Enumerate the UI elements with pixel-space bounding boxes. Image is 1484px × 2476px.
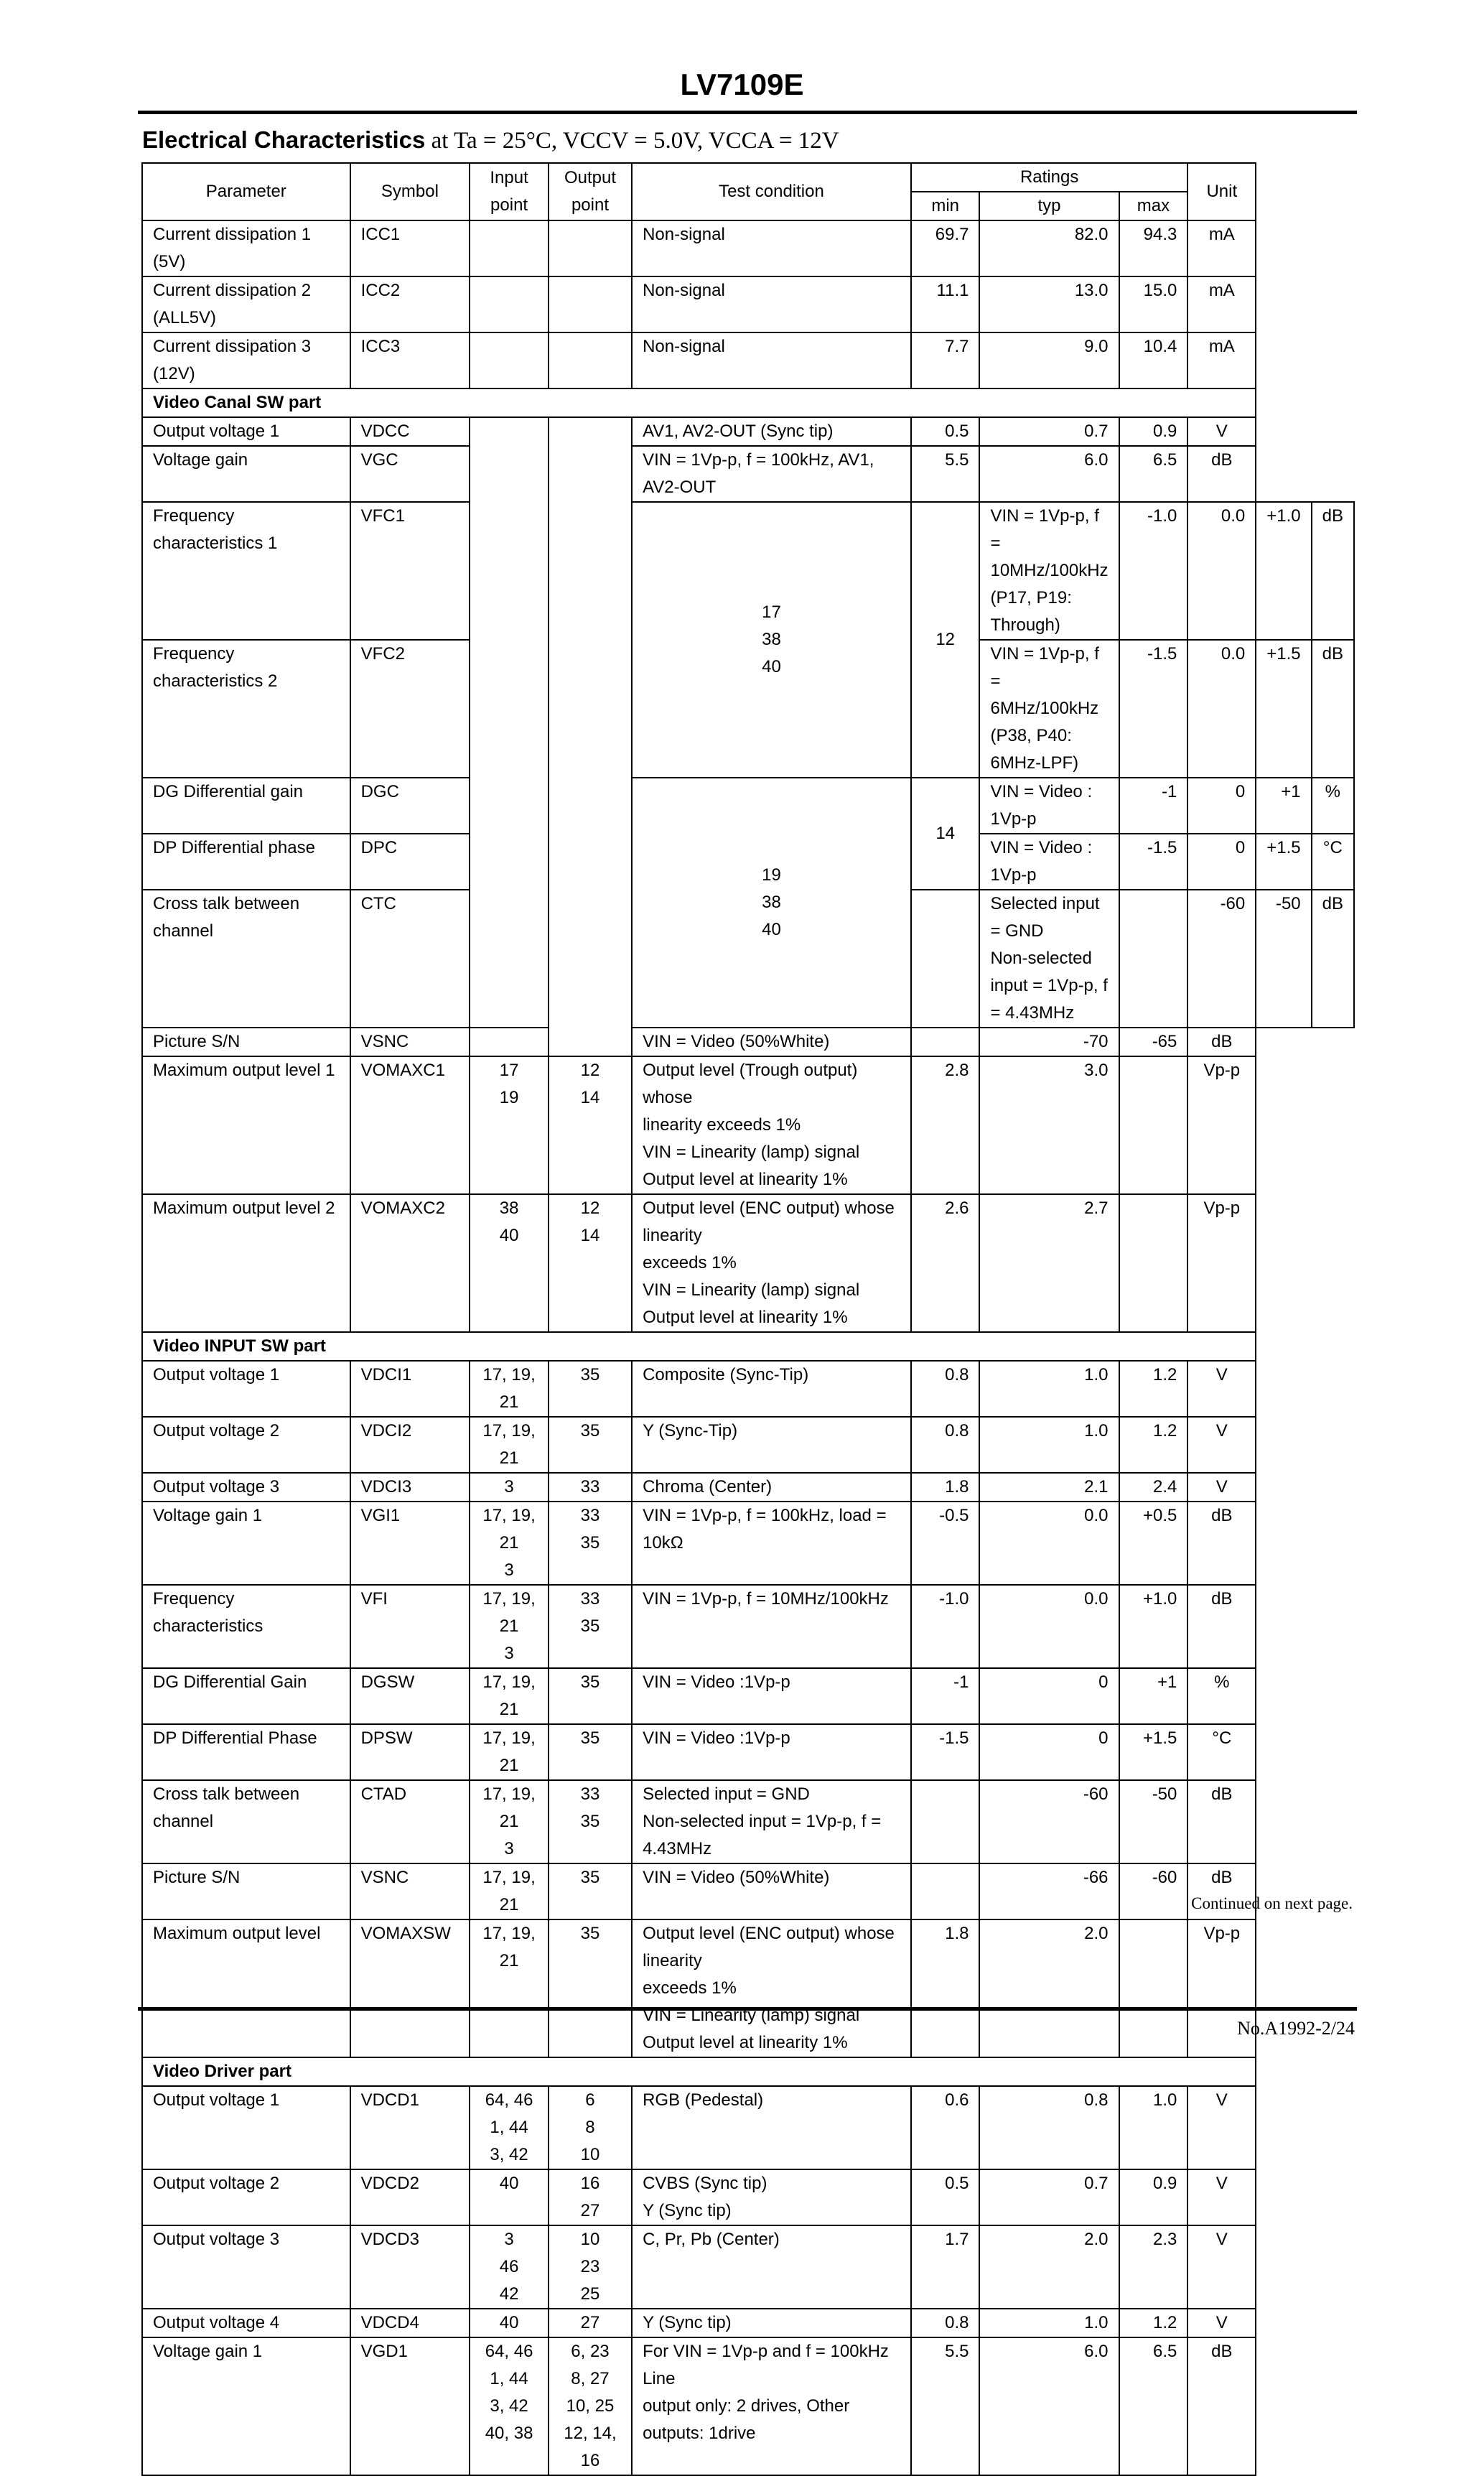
table-row	[142, 417, 1354, 446]
unit-cell: %	[1187, 1668, 1256, 1724]
table-row	[142, 1585, 1354, 1668]
unit-cell: V	[1187, 2309, 1256, 2337]
table-row	[142, 1361, 1354, 1417]
min-cell	[1119, 890, 1188, 1028]
symbol-cell: DPC	[350, 834, 470, 890]
page-title: LV7109E	[680, 68, 804, 101]
unit-cell: dB	[1187, 2337, 1256, 2475]
min-cell: 5.5	[911, 446, 980, 502]
unit-cell: Vp-p	[1187, 1056, 1256, 1194]
typ-cell: 0.7	[979, 2169, 1119, 2225]
min-cell: -1	[1119, 778, 1188, 834]
typ-cell: 0.0	[979, 1585, 1119, 1668]
table-row	[142, 1724, 1354, 1780]
input-point-cell: 3	[470, 1473, 549, 1502]
typ-cell: 1.0	[979, 1361, 1119, 1417]
max-cell: 1.2	[1119, 2309, 1188, 2337]
unit-cell: mA	[1187, 276, 1256, 332]
max-header: max	[1119, 192, 1188, 220]
input-point-cell: 17, 19, 21	[470, 1724, 549, 1780]
output-point-cell: 6, 23 8, 27 10, 25 12, 14, 16	[549, 2337, 632, 2475]
typ-cell: 1.0	[979, 1417, 1119, 1473]
min-cell: 0.5	[911, 417, 980, 446]
typ-cell: -60	[1187, 890, 1256, 1028]
input-point-header: Input point	[470, 163, 549, 220]
input-point-cell	[470, 1028, 549, 1056]
footer-rule	[138, 2007, 1357, 2011]
output-point-cell: 27	[549, 2309, 632, 2337]
unit-cell: dB	[1187, 446, 1256, 502]
typ-cell: 3.0	[979, 1056, 1119, 1194]
param-cell: Output voltage 2	[142, 1417, 350, 1473]
input-point-cell: 17, 19, 21	[470, 1668, 549, 1724]
unit-cell: V	[1187, 2086, 1256, 2169]
table-row	[142, 1056, 1354, 1194]
table-row	[142, 1863, 1354, 1919]
typ-header: typ	[979, 192, 1119, 220]
symbol-cell: VFI	[350, 1585, 470, 1668]
typ-cell: 9.0	[979, 332, 1119, 388]
symbol-header: Symbol	[350, 163, 470, 220]
input-point-cell: 17, 19, 21	[470, 1919, 549, 2057]
table-row	[142, 1417, 1354, 1473]
min-cell: 0.8	[911, 2309, 980, 2337]
min-cell	[911, 1028, 980, 1056]
unit-cell: °C	[1312, 834, 1354, 890]
output-point-cell: 35	[549, 1417, 632, 1473]
typ-cell: 0	[1187, 834, 1256, 890]
unit-cell: dB	[1187, 1585, 1256, 1668]
test-condition-cell: Non-signal	[632, 332, 911, 388]
min-cell: 0.5	[911, 2169, 980, 2225]
output-point-cell	[549, 417, 632, 1056]
param-cell: Output voltage 1	[142, 2086, 350, 2169]
test-condition-cell: Non-signal	[632, 276, 911, 332]
test-condition-cell: VIN = 1Vp-p, f = 100kHz, AV1, AV2-OUT	[632, 446, 911, 502]
output-point-cell: 14	[911, 778, 980, 890]
param-cell: Output voltage 2	[142, 2169, 350, 2225]
typ-cell: 2.1	[979, 1473, 1119, 1502]
max-cell: 6.5	[1119, 446, 1188, 502]
test-condition-cell: VIN = Video :1Vp-p	[632, 1724, 911, 1780]
output-point-cell: 33 35	[549, 1502, 632, 1585]
table-row	[142, 2337, 1354, 2475]
test-condition-cell: AV1, AV2-OUT (Sync tip)	[632, 417, 911, 446]
max-cell: 1.2	[1119, 1417, 1188, 1473]
typ-cell: -66	[979, 1863, 1119, 1919]
table-row	[142, 1780, 1354, 1863]
param-cell: Output voltage 4	[142, 2309, 350, 2337]
input-point-cell	[470, 332, 549, 388]
param-cell: DG Differential Gain	[142, 1668, 350, 1724]
typ-cell: 0.0	[979, 1502, 1119, 1585]
output-point-cell: 35	[549, 1863, 632, 1919]
unit-cell: V	[1187, 1361, 1256, 1417]
test-condition-cell: VIN = Video (50%White)	[632, 1028, 911, 1056]
table-row	[142, 1194, 1354, 1332]
table-row	[142, 1668, 1354, 1724]
unit-cell: V	[1187, 1473, 1256, 1502]
symbol-cell: CTC	[350, 890, 470, 1028]
unit-cell: V	[1187, 1417, 1256, 1473]
input-point-cell: 3 46 42	[470, 2225, 549, 2309]
max-cell: +1.0	[1256, 502, 1311, 640]
output-point-cell: 35	[549, 1668, 632, 1724]
symbol-cell: VDCD1	[350, 2086, 470, 2169]
output-point-cell: 33 35	[549, 1780, 632, 1863]
input-point-cell	[470, 276, 549, 332]
param-cell: Current dissipation 3 (12V)	[142, 332, 350, 388]
unit-cell: dB	[1187, 1863, 1256, 1919]
test-condition-cell: Y (Sync tip)	[632, 2309, 911, 2337]
min-cell: -1.5	[911, 1724, 980, 1780]
min-cell: -1.5	[1119, 640, 1188, 778]
max-cell: +1	[1119, 1668, 1188, 1724]
output-point-cell: 33	[549, 1473, 632, 1502]
symbol-cell: DGSW	[350, 1668, 470, 1724]
max-cell: +1.5	[1256, 640, 1311, 778]
table-row	[142, 2169, 1354, 2225]
typ-cell: 0.8	[979, 2086, 1119, 2169]
test-condition-cell: C, Pr, Pb (Center)	[632, 2225, 911, 2309]
test-condition-cell: VIN = Video :1Vp-p	[632, 1668, 911, 1724]
max-cell	[1119, 1056, 1188, 1194]
input-point-cell: 38 40	[470, 1194, 549, 1332]
max-cell: 2.4	[1119, 1473, 1188, 1502]
table-row	[142, 1028, 1354, 1056]
output-point-cell: 35	[549, 1919, 632, 2057]
typ-cell: -70	[979, 1028, 1119, 1056]
output-point-cell: 12 14	[549, 1056, 632, 1194]
section-row	[142, 2057, 1354, 2086]
max-cell: 1.2	[1119, 1361, 1188, 1417]
min-cell: 0.8	[911, 1361, 980, 1417]
table-row	[142, 1919, 1354, 2057]
param-cell: DP Differential Phase	[142, 1724, 350, 1780]
param-cell: Picture S/N	[142, 1863, 350, 1919]
symbol-cell: VOMAXC1	[350, 1056, 470, 1194]
typ-cell: 1.0	[979, 2309, 1119, 2337]
min-header: min	[911, 192, 980, 220]
input-point-cell: 17, 19, 21 3	[470, 1502, 549, 1585]
symbol-cell: DGC	[350, 778, 470, 834]
section-row	[142, 1332, 1354, 1361]
typ-cell: 0.7	[979, 417, 1119, 446]
typ-cell: -60	[979, 1780, 1119, 1863]
typ-cell: 6.0	[979, 2337, 1119, 2475]
table-row	[142, 1473, 1354, 1502]
symbol-cell: VSNC	[350, 1863, 470, 1919]
max-cell: +1.5	[1256, 834, 1311, 890]
max-cell: 6.5	[1119, 2337, 1188, 2475]
param-cell: Output voltage 3	[142, 1473, 350, 1502]
heading-conditions: at Ta = 25°C, VCCV = 5.0V, VCCA = 12V	[431, 128, 839, 154]
input-point-cell: 17 19	[470, 1056, 549, 1194]
typ-cell: 0.0	[1187, 640, 1256, 778]
min-cell: -0.5	[911, 1502, 980, 1585]
min-cell: 1.7	[911, 2225, 980, 2309]
output-point-cell: 16 27	[549, 2169, 632, 2225]
output-point-cell	[911, 890, 980, 1028]
input-point-cell: 19 38 40	[632, 778, 911, 1028]
typ-cell: 0	[979, 1724, 1119, 1780]
input-point-cell: 17, 19, 21	[470, 1361, 549, 1417]
ratings-header: Ratings	[911, 163, 1188, 192]
table-row	[142, 1502, 1354, 1585]
param-cell: Output voltage 1	[142, 417, 350, 446]
input-point-cell	[470, 220, 549, 276]
input-point-cell: 40	[470, 2309, 549, 2337]
unit-cell: mA	[1187, 220, 1256, 276]
param-cell: Voltage gain	[142, 446, 350, 502]
test-condition-cell: For VIN = 1Vp-p and f = 100kHz Line output only: 2 drives, Other outputs: 1drive	[632, 2337, 911, 2475]
max-cell: 15.0	[1119, 276, 1188, 332]
symbol-cell: VDCI1	[350, 1361, 470, 1417]
typ-cell: 2.7	[979, 1194, 1119, 1332]
test-condition-cell: VIN = Video : 1Vp-p	[979, 834, 1119, 890]
min-cell: 11.1	[911, 276, 980, 332]
unit-cell: V	[1187, 2225, 1256, 2309]
param-cell: Output voltage 3	[142, 2225, 350, 2309]
min-cell	[911, 1863, 980, 1919]
test-condition-cell: RGB (Pedestal)	[632, 2086, 911, 2169]
typ-cell: 0	[1187, 778, 1256, 834]
unit-cell: Vp-p	[1187, 1919, 1256, 2057]
typ-cell: 0	[979, 1668, 1119, 1724]
unit-cell: dB	[1187, 1028, 1256, 1056]
min-cell: 1.8	[911, 1919, 980, 2057]
output-point-cell	[549, 332, 632, 388]
input-point-cell: 17, 19, 21 3	[470, 1780, 549, 1863]
min-cell: -1	[911, 1668, 980, 1724]
symbol-cell: VDCD4	[350, 2309, 470, 2337]
max-cell: 0.9	[1119, 417, 1188, 446]
max-cell: -50	[1256, 890, 1311, 1028]
test-condition-cell: VIN = 1Vp-p, f = 10MHz/100kHz	[632, 1585, 911, 1668]
section-heading	[142, 126, 839, 154]
typ-cell: 2.0	[979, 2225, 1119, 2309]
output-point-cell: 35	[549, 1361, 632, 1417]
test-condition-cell: VIN = Video : 1Vp-p	[979, 778, 1119, 834]
param-cell: Voltage gain 1	[142, 2337, 350, 2475]
output-point-cell: 35	[549, 1724, 632, 1780]
min-cell	[911, 1780, 980, 1863]
param-cell: Output voltage 1	[142, 1361, 350, 1417]
output-point-cell: 12	[911, 502, 980, 778]
output-point-cell	[549, 276, 632, 332]
table-row	[142, 2225, 1354, 2309]
header-rule	[138, 111, 1357, 114]
param-cell: Cross talk between channel	[142, 890, 350, 1028]
param-cell: Maximum output level	[142, 1919, 350, 2057]
page-number: No.A1992-2/24	[1237, 2018, 1355, 2039]
table-row	[142, 446, 1354, 502]
table-row	[142, 778, 1354, 834]
symbol-cell: ICC2	[350, 276, 470, 332]
unit-cell: dB	[1187, 1502, 1256, 1585]
unit-header: Unit	[1187, 163, 1256, 220]
max-cell: +1	[1256, 778, 1311, 834]
min-cell: 2.6	[911, 1194, 980, 1332]
symbol-cell: VGI1	[350, 1502, 470, 1585]
symbol-cell: VFC1	[350, 502, 470, 640]
input-point-cell: 17 38 40	[632, 502, 911, 778]
param-cell: Picture S/N	[142, 1028, 350, 1056]
max-cell: 0.9	[1119, 2169, 1188, 2225]
max-cell: 10.4	[1119, 332, 1188, 388]
output-point-cell: 10 23 25	[549, 2225, 632, 2309]
heading-main: Electrical Characteristics	[142, 126, 426, 153]
unit-cell: V	[1187, 2169, 1256, 2225]
max-cell: 1.0	[1119, 2086, 1188, 2169]
symbol-cell: VDCC	[350, 417, 470, 446]
symbol-cell: VGC	[350, 446, 470, 502]
input-point-cell: 17, 19, 21	[470, 1417, 549, 1473]
max-cell: +1.5	[1119, 1724, 1188, 1780]
unit-cell: V	[1187, 417, 1256, 446]
symbol-cell: ICC1	[350, 220, 470, 276]
max-cell: -50	[1119, 1780, 1188, 1863]
section-label: Video INPUT SW part	[142, 1332, 1256, 1361]
test-condition-cell: VIN = 1Vp-p, f = 10MHz/100kHz (P17, P19: Through)	[979, 502, 1119, 640]
table-row	[142, 2086, 1354, 2169]
max-cell: 94.3	[1119, 220, 1188, 276]
param-cell: Voltage gain 1	[142, 1502, 350, 1585]
table-row	[142, 502, 1354, 640]
test-condition-cell: VIN = 1Vp-p, f = 6MHz/100kHz (P38, P40: 6MHz-LPF)	[979, 640, 1119, 778]
typ-cell: 6.0	[979, 446, 1119, 502]
param-cell: DG Differential gain	[142, 778, 350, 834]
param-cell: Current dissipation 1 (5V)	[142, 220, 350, 276]
min-cell: 7.7	[911, 332, 980, 388]
min-cell: -1.5	[1119, 834, 1188, 890]
symbol-cell: VSNC	[350, 1028, 470, 1056]
min-cell: -1.0	[911, 1585, 980, 1668]
test-condition-header: Test condition	[632, 163, 911, 220]
min-cell: -1.0	[1119, 502, 1188, 640]
symbol-cell: DPSW	[350, 1724, 470, 1780]
symbol-cell: VGD1	[350, 2337, 470, 2475]
unit-cell: %	[1312, 778, 1354, 834]
typ-cell: 0.0	[1187, 502, 1256, 640]
test-condition-cell: VIN = Video (50%White)	[632, 1863, 911, 1919]
test-condition-cell: Selected input = GND Non-selected input = 1Vp-p, f = 4.43MHz	[979, 890, 1119, 1028]
test-condition-cell: Chroma (Center)	[632, 1473, 911, 1502]
test-condition-cell: Output level (Trough output) whose linearity exceeds 1% VIN = Linearity (lamp) signal Output level at linearity 1%	[632, 1056, 911, 1194]
param-cell: Maximum output level 1	[142, 1056, 350, 1194]
typ-cell: 2.0	[979, 1919, 1119, 2057]
unit-cell: dB	[1312, 502, 1354, 640]
test-condition-cell: Y (Sync-Tip)	[632, 1417, 911, 1473]
input-point-cell	[470, 417, 549, 1028]
unit-cell: mA	[1187, 332, 1256, 388]
section-label: Video Driver part	[142, 2057, 1256, 2086]
max-cell	[1119, 1194, 1188, 1332]
test-condition-cell: Composite (Sync-Tip)	[632, 1361, 911, 1417]
unit-cell: dB	[1312, 890, 1354, 1028]
min-cell: 2.8	[911, 1056, 980, 1194]
symbol-cell: VOMAXC2	[350, 1194, 470, 1332]
min-cell: 0.8	[911, 1417, 980, 1473]
output-point-cell: 6 8 10	[549, 2086, 632, 2169]
input-point-cell: 40	[470, 2169, 549, 2225]
header-row	[142, 163, 1354, 192]
param-header: Parameter	[142, 163, 350, 220]
min-cell: 0.6	[911, 2086, 980, 2169]
param-cell: Frequency characteristics 1	[142, 502, 350, 640]
test-condition-cell: Output level (ENC output) whose linearity exceeds 1% VIN = Linearity (lamp) signal Output level at linearity 1%	[632, 1919, 911, 2057]
max-cell: -60	[1119, 1863, 1188, 1919]
param-cell: Current dissipation 2 (ALL5V)	[142, 276, 350, 332]
param-cell: Frequency characteristics	[142, 1585, 350, 1668]
min-cell: 5.5	[911, 2337, 980, 2475]
max-cell: 2.3	[1119, 2225, 1188, 2309]
symbol-cell: VDCI3	[350, 1473, 470, 1502]
max-cell: +1.0	[1119, 1585, 1188, 1668]
symbol-cell: VDCD3	[350, 2225, 470, 2309]
test-condition-cell: Selected input = GND Non-selected input = 1Vp-p, f = 4.43MHz	[632, 1780, 911, 1863]
input-point-cell: 64, 46 1, 44 3, 42 40, 38	[470, 2337, 549, 2475]
symbol-cell: VDCI2	[350, 1417, 470, 1473]
unit-cell: °C	[1187, 1724, 1256, 1780]
test-condition-cell: Non-signal	[632, 220, 911, 276]
input-point-cell: 17, 19, 21 3	[470, 1585, 549, 1668]
test-condition-cell: VIN = 1Vp-p, f = 100kHz, load = 10kΩ	[632, 1502, 911, 1585]
param-cell: DP Differential phase	[142, 834, 350, 890]
table-row	[142, 2309, 1354, 2337]
param-cell: Frequency characteristics 2	[142, 640, 350, 778]
symbol-cell: VOMAXSW	[350, 1919, 470, 2057]
section-label: Video Canal SW part	[142, 388, 1256, 417]
min-cell: 69.7	[911, 220, 980, 276]
param-cell: Maximum output level 2	[142, 1194, 350, 1332]
min-cell: 1.8	[911, 1473, 980, 1502]
param-cell: Cross talk between channel	[142, 1780, 350, 1863]
continued-note: Continued on next page.	[1191, 1894, 1353, 1912]
input-point-cell: 17, 19, 21	[470, 1863, 549, 1919]
table-row	[142, 332, 1354, 388]
output-point-cell: 12 14	[549, 1194, 632, 1332]
table-row	[142, 276, 1354, 332]
test-condition-cell: Output level (ENC output) whose linearity exceeds 1% VIN = Linearity (lamp) signal Output level at linearity 1%	[632, 1194, 911, 1332]
output-point-cell: 33 35	[549, 1585, 632, 1668]
section-row	[142, 388, 1354, 417]
unit-cell: Vp-p	[1187, 1194, 1256, 1332]
max-cell	[1119, 1919, 1188, 2057]
electrical-characteristics-table	[141, 162, 1355, 2476]
typ-cell: 13.0	[979, 276, 1119, 332]
typ-cell: 82.0	[979, 220, 1119, 276]
output-point-header: Output point	[549, 163, 632, 220]
input-point-cell: 64, 46 1, 44 3, 42	[470, 2086, 549, 2169]
unit-cell: dB	[1312, 640, 1354, 778]
max-cell: +0.5	[1119, 1502, 1188, 1585]
symbol-cell: CTAD	[350, 1780, 470, 1863]
symbol-cell: VDCD2	[350, 2169, 470, 2225]
table-row	[142, 220, 1354, 276]
symbol-cell: VFC2	[350, 640, 470, 778]
max-cell: -65	[1119, 1028, 1188, 1056]
unit-cell: dB	[1187, 1780, 1256, 1863]
test-condition-cell: CVBS (Sync tip) Y (Sync tip)	[632, 2169, 911, 2225]
output-point-cell	[549, 220, 632, 276]
symbol-cell: ICC3	[350, 332, 470, 388]
